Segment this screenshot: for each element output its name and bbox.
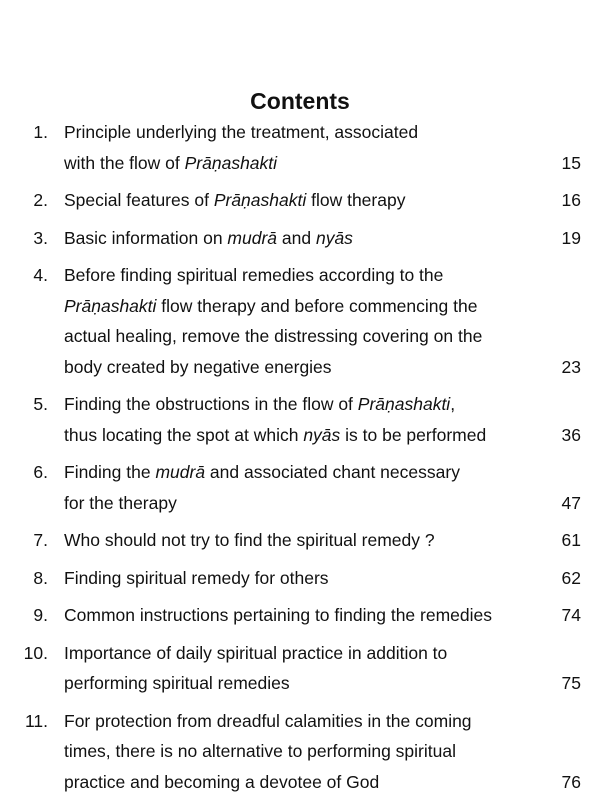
italic-term: Prāṇashakti <box>64 295 157 316</box>
entry-title <box>64 457 539 518</box>
entry-title-line <box>64 638 539 669</box>
title-text: Basic information on <box>64 227 228 248</box>
entry-number: 5. <box>33 394 48 414</box>
toc-entry[interactable] <box>0 223 600 254</box>
italic-term: Prāṇashakti <box>357 394 451 414</box>
toc-entry[interactable] <box>0 457 600 518</box>
entry-title-line <box>64 525 539 556</box>
entry-title-line <box>64 185 539 216</box>
entry-page-number: 61 <box>561 530 581 550</box>
entry-title-line <box>64 767 539 798</box>
entry-page-number: 62 <box>561 567 581 588</box>
entry-number: 2. <box>33 190 48 210</box>
entry-page-number: 23 <box>561 356 581 377</box>
entry-number: 1. <box>33 122 48 142</box>
entry-title <box>64 223 539 254</box>
entry-page-number: 19 <box>561 227 581 248</box>
toc-entry[interactable] <box>0 600 600 631</box>
toc-entry[interactable] <box>0 117 600 178</box>
title-text: performing spiritual remedies <box>64 673 290 693</box>
entry-title-line <box>64 321 539 352</box>
entry-page-number: 15 <box>561 152 581 173</box>
title-text: Principle underlying the treatment, associated <box>64 122 419 142</box>
entry-page-number: 74 <box>561 605 581 625</box>
entry-number: 7. <box>33 530 48 550</box>
entry-page-number: 47 <box>561 492 581 513</box>
title-text: Who should not try to find the spiritual remedy ? <box>64 530 435 550</box>
entry-number: 4. <box>33 265 48 285</box>
italic-term: nyās <box>303 424 341 445</box>
title-text: body created by negative energies <box>64 356 332 377</box>
title-text: flow therapy and before commencing the <box>156 295 478 316</box>
title-text: is to be performed <box>340 424 487 445</box>
title-text: Finding the <box>64 462 156 482</box>
entry-page-number: 76 <box>561 771 581 792</box>
entry-page-number: 36 <box>561 424 581 445</box>
entry-title-line <box>64 389 539 420</box>
entry-title <box>64 260 539 382</box>
title-text: Common instructions pertaining to finding the remedies <box>64 605 492 625</box>
entry-title-line <box>64 420 539 451</box>
toc-entry[interactable] <box>0 260 600 382</box>
italic-term: Prāṇashakti <box>184 152 278 173</box>
entry-title <box>64 706 539 798</box>
entry-title <box>64 389 539 450</box>
title-text: thus locating the spot at which <box>64 424 304 445</box>
toc-entry[interactable] <box>0 185 600 216</box>
toc-entry[interactable] <box>0 706 600 798</box>
italic-term: mudrā <box>227 227 278 248</box>
entry-title <box>64 638 539 699</box>
toc-entry[interactable] <box>0 525 600 556</box>
title-text: flow therapy <box>306 190 406 210</box>
entry-title-line <box>64 736 539 767</box>
entry-number: 8. <box>33 567 48 588</box>
title-text: times, there is no alternative to performing spiritual <box>64 741 456 761</box>
title-text: For protection from dreadful calamities in the coming <box>64 710 472 731</box>
italic-term: Prāṇashakti <box>213 190 307 210</box>
title-text: Finding spiritual remedy for others <box>64 567 329 588</box>
entry-title <box>64 185 539 216</box>
entry-title-line <box>64 352 539 383</box>
page-title: Contents <box>250 88 350 115</box>
entry-title <box>64 600 539 631</box>
entry-title-line <box>64 148 539 179</box>
toc-entry[interactable] <box>0 638 600 699</box>
entry-number: 9. <box>33 605 48 625</box>
title-text: for the therapy <box>64 492 177 513</box>
italic-term: mudrā <box>155 462 206 482</box>
title-text: Special features of <box>64 190 214 210</box>
title-text: Before finding spiritual remedies according to the <box>64 265 444 285</box>
entry-title-line <box>64 117 539 148</box>
entry-title-line <box>64 223 539 254</box>
toc-entry[interactable] <box>0 563 600 594</box>
entry-title-line <box>64 668 539 699</box>
title-text: Finding the obstructions in the flow of <box>64 394 358 414</box>
entry-title-line <box>64 488 539 519</box>
title-text: , <box>450 394 456 414</box>
entry-title-line <box>64 563 539 594</box>
entry-title <box>64 563 539 594</box>
title-text: practice and becoming a devotee of God <box>64 771 380 792</box>
title-text: with the flow of <box>64 152 185 173</box>
entry-title-line <box>64 291 539 322</box>
entry-title-line <box>64 260 539 291</box>
entry-title <box>64 525 539 556</box>
entry-number: 10. <box>23 642 48 663</box>
entry-page-number: 75 <box>561 673 581 693</box>
toc-entry[interactable] <box>0 389 600 450</box>
entry-title-line <box>64 706 539 737</box>
title-text: Importance of daily spiritual practice in addition to <box>64 642 448 663</box>
title-text: and associated chant necessary <box>205 462 460 482</box>
entry-number: 11. <box>24 710 48 731</box>
entry-title-line <box>64 600 539 631</box>
entry-number: 6. <box>33 462 48 482</box>
entry-number: 3. <box>33 227 48 248</box>
title-text: actual healing, remove the distressing covering on the <box>64 326 483 346</box>
entry-title-line <box>64 457 539 488</box>
entry-page-number: 16 <box>561 190 581 210</box>
italic-term: nyās <box>315 227 353 248</box>
table-of-contents <box>0 117 600 804</box>
entry-title <box>64 117 539 178</box>
title-text: and <box>277 227 316 248</box>
